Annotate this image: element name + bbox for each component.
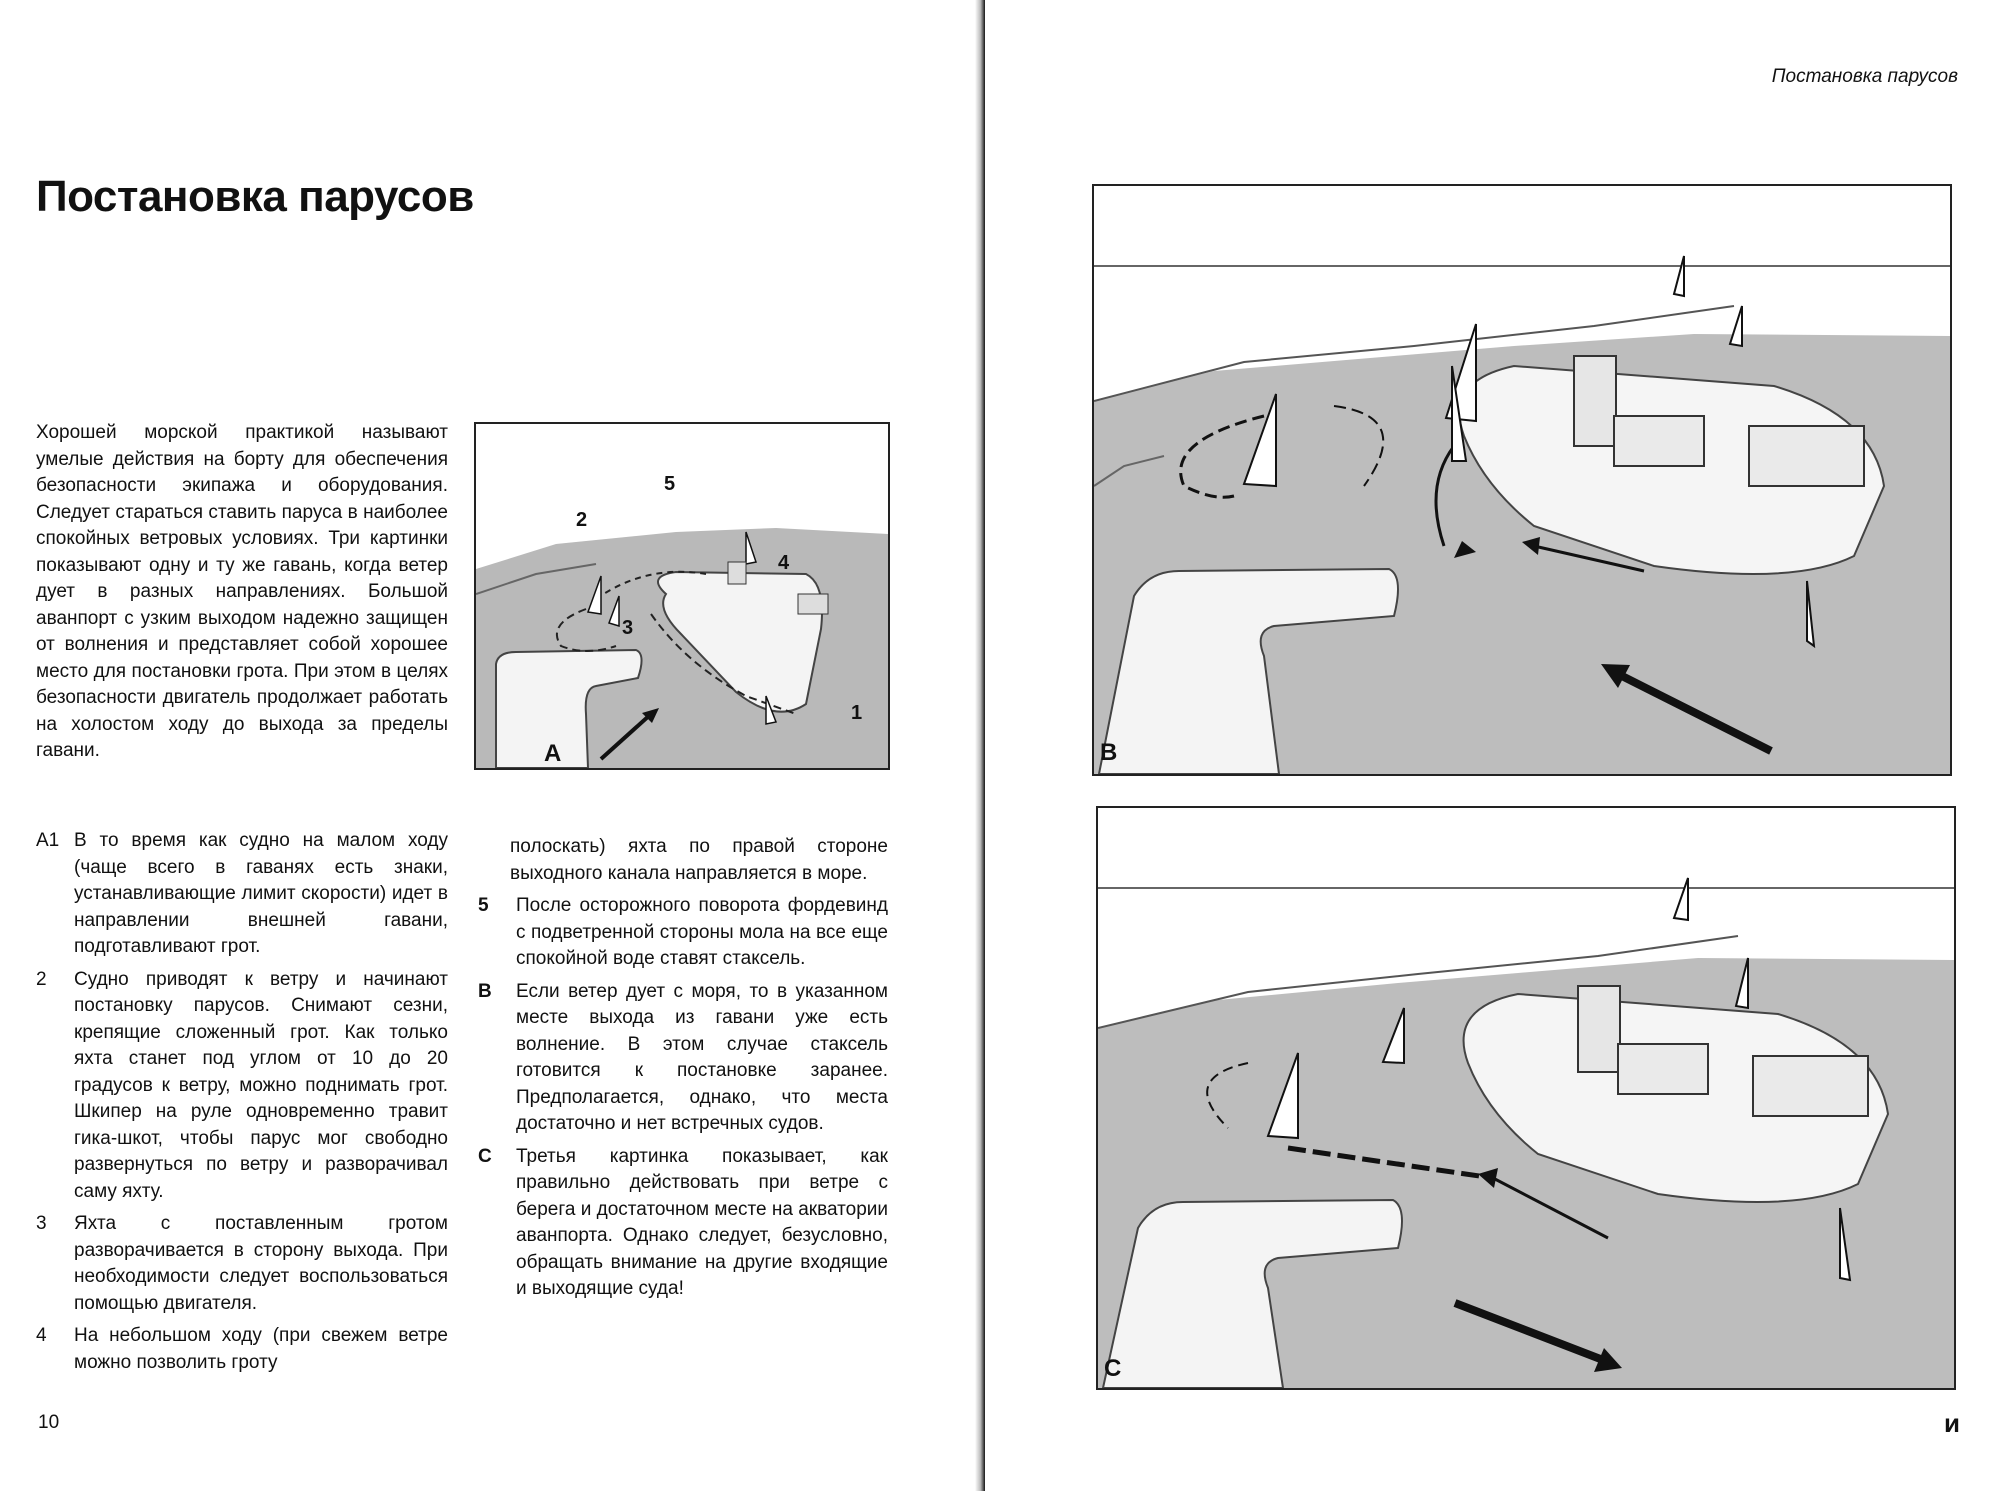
steps-list-right: [478, 834, 888, 1309]
item-marker: 3: [36, 1213, 47, 1234]
item-text: Яхта с поставленным гротом разворачивается в сторону выхода. При необходимости следует воспользоваться помощью двигателя.: [74, 1213, 448, 1314]
item-text: Если ветер дует с моря, то в указанном месте выхода из гавани уже есть волнение. В этом случае стаксель готовится к постановке заранее. Предполагается, однако, что места достаточно и нет встречных судов.: [516, 980, 888, 1134]
harbor-illustration-b: [1094, 186, 1950, 774]
marker-label-1: 1: [851, 702, 863, 724]
item-marker: 5: [478, 895, 489, 916]
item-marker: 2: [36, 968, 47, 990]
figure-b: [1092, 184, 1952, 776]
intro-paragraph: Хорошей морской практикой называют умелые действия на борту для обеспечения безопасности экипажа и оборудования. Следует стараться ставить паруса в наиболее спокойных ветровых условиях. Три картинки показывают одну и ту же гавань, когда ветер дует в разных направлениях. Большой аванпорт с узким выходом надежно защищен от волнения и представляет собой хорошее место для постановки грота. При этом в целях безопасности двигатель продолжает работать на холостом ходу до выхода за пределы гавани.: [36, 422, 448, 761]
marker-label-5: 5: [664, 473, 676, 495]
list-item: [478, 979, 888, 1138]
list-item: [478, 1144, 888, 1303]
figure-a: [474, 422, 890, 770]
page-number-right: и: [1944, 1408, 1960, 1438]
running-head: Постановка парусов: [1771, 66, 1958, 87]
item-text: После осторожного поворота фордевинд с подветренной стороны мола на все еще спокойной воде ставят стаксель.: [516, 895, 888, 969]
item-marker: B: [478, 980, 492, 1002]
page-title: Постановка парусов: [36, 172, 474, 221]
item-text: Третья картинка показывает, как правильно действовать при ветре с берега и достаточном месте на акватории аванпорта. Однако следует, безусловно, обращать внимание на другие входящие и выходящие суда!: [516, 1145, 888, 1299]
item-marker: A1: [36, 830, 60, 851]
figure-letter-a: A: [544, 740, 562, 767]
harbor-illustration-c: [1098, 808, 1954, 1388]
item-text: Судно приводят к ветру и начинают постановку парусов. Снимают сезни, крепящие сложенный грот. Как только яхта станет под углом от 10 до 20 градусов к ветру, можно поднимать грот. Шкипер на руле одновременно травит гика-шкот, чтобы парус мог свободно развернуться по ветру и разворачивал саму яхту.: [74, 968, 448, 1202]
harbor-illustration-a: [476, 424, 888, 768]
list-item: [36, 828, 448, 961]
marker-label-2: 2: [576, 509, 588, 531]
figure-letter-b: B: [1100, 739, 1118, 766]
marker-label-4: 4: [778, 552, 790, 574]
item-text: На небольшом ходу (при свежем ветре можно позволить гроту: [74, 1325, 448, 1373]
figure-letter-c: C: [1104, 1355, 1122, 1382]
steps-list-left: [36, 828, 448, 1382]
list-item: [36, 1211, 448, 1317]
list-item: [36, 967, 448, 1206]
item-marker: 4: [36, 1325, 47, 1346]
page-number-left: 10: [38, 1412, 60, 1433]
list-item: [36, 1323, 448, 1376]
figure-c: [1096, 806, 1956, 1390]
list-item-continuation: [478, 834, 888, 887]
item-text: В то время как судно на малом ходу (чаще всего в гаванях есть знаки, устанавливающие лимит скорости) идет в направлении внешней гавани, подготавливают грот.: [74, 830, 448, 957]
list-item: [478, 893, 888, 973]
item-text: полоскать) яхта по правой стороне выходного канала направляется в море.: [510, 836, 888, 884]
marker-label-3: 3: [622, 617, 634, 639]
left-page: [0, 0, 985, 1491]
item-marker: C: [478, 1145, 492, 1167]
